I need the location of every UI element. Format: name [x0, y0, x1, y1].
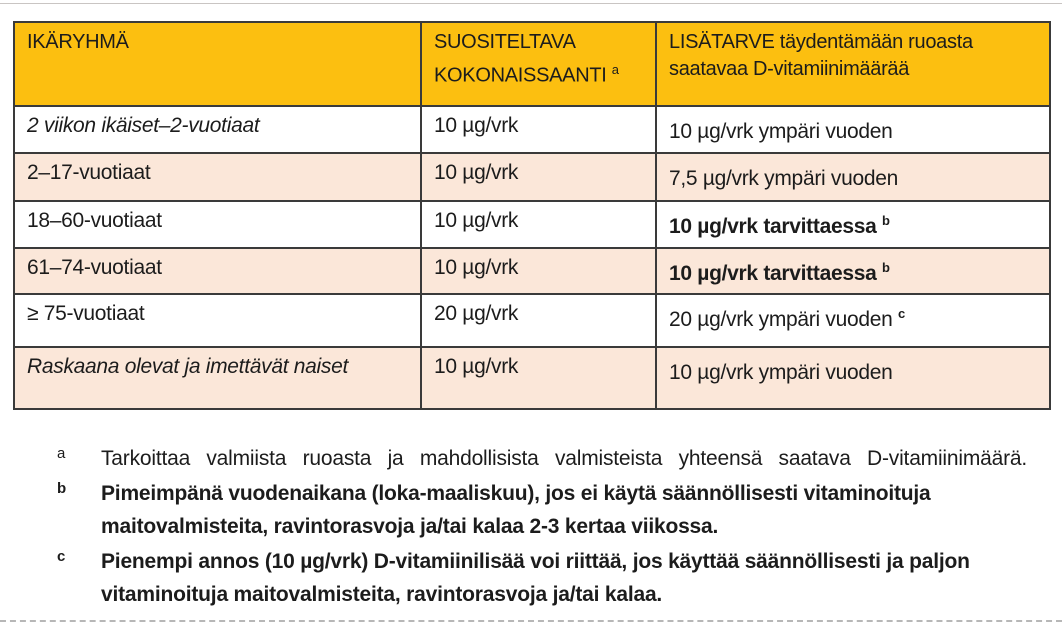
- cell-recommended-intake: 20 µg/vrk: [421, 294, 656, 347]
- cell-recommended-intake: 10 µg/vrk: [421, 153, 656, 201]
- header-recommended-intake-label: SUOSITELTAVA KOKONAISSAANTI: [434, 31, 612, 87]
- table-row: [14, 153, 1050, 201]
- footnote-c: [13, 545, 1027, 611]
- cell-age-group: 18–60-vuotiaat: [14, 201, 421, 248]
- cell-additional-need: [656, 201, 1050, 248]
- cell-recommended-intake: 10 µg/vrk: [421, 201, 656, 248]
- header-cell-age-group: [14, 22, 421, 106]
- cell-additional-need: [656, 106, 1050, 153]
- header-cell-recommended-intake: [421, 22, 656, 106]
- footnote-c-text: Pienempi annos (10 µg/vrk) D-vitamiinilisää voi riittää, jos käyttää säännöllisesti ja paljon vitaminoituja maitovalmisteita, ravintorasvoja ja/tai kalaa.: [101, 550, 970, 606]
- table-row: [14, 248, 1050, 294]
- footnote-b: [13, 477, 1027, 543]
- table-row: [14, 294, 1050, 347]
- cell-age-group: ≥ 75-vuotiaat: [14, 294, 421, 347]
- footnote-ref-c: c: [898, 306, 905, 321]
- top-edge-line: [0, 3, 1062, 4]
- additional-need-text: 10 µg/vrk tarvittaessa: [669, 262, 882, 285]
- additional-need-text: 7,5 µg/vrk ympäri vuoden: [669, 167, 899, 190]
- table-row: [14, 347, 1050, 409]
- footnote-a-marker: a: [57, 445, 66, 462]
- footnote-b-marker: b: [57, 480, 67, 497]
- header-additional-need-label: LISÄTARVE täydentämään ruoasta saatavaa D-vitamiinimäärää: [669, 31, 973, 80]
- footnote-ref-b: b: [882, 260, 890, 275]
- cell-age-group: 61–74-vuotiaat: [14, 248, 421, 294]
- footnote-b-text: Pimeimpänä vuodenaikana (loka-maaliskuu), jos ei käytä säännöllisesti vitaminoituja maitovalmisteita, ravintorasvoja ja/tai kalaa 2-3 kertaa viikossa.: [101, 482, 931, 538]
- table-header-row: [14, 22, 1050, 106]
- cell-additional-need: [656, 294, 1050, 347]
- footnote-ref-b: b: [882, 213, 890, 228]
- cell-recommended-intake: 10 µg/vrk: [421, 347, 656, 409]
- additional-need-text: 10 µg/vrk ympäri vuoden: [669, 361, 893, 384]
- cell-recommended-intake: 10 µg/vrk: [421, 106, 656, 153]
- additional-need-text: 20 µg/vrk ympäri vuoden: [669, 308, 899, 331]
- footnote-a-text: Tarkoittaa valmiista ruoasta ja mahdollisista valmisteista yhteensä saatava D-vitamiinimäärä.: [101, 447, 1027, 470]
- footnote-a: [13, 442, 1027, 475]
- header-age-group-label: IKÄRYHMÄ: [27, 31, 129, 53]
- cell-recommended-intake: 10 µg/vrk: [421, 248, 656, 294]
- additional-need-text: 10 µg/vrk ympäri vuoden: [669, 120, 893, 143]
- additional-need-text: 10 µg/vrk tarvittaessa: [669, 215, 882, 238]
- table-row: [14, 106, 1050, 153]
- table-row: [14, 201, 1050, 248]
- footnote-c-marker: c: [57, 548, 66, 565]
- header-cell-additional-need: [656, 22, 1050, 106]
- cell-age-group: 2–17-vuotiaat: [14, 153, 421, 201]
- cell-age-group: Raskaana olevat ja imettävät naiset: [14, 347, 421, 409]
- cell-additional-need: [656, 153, 1050, 201]
- bottom-edge-line: [0, 620, 1062, 622]
- vitamin-d-recommendation-table: [13, 21, 1051, 410]
- header-footnote-ref-a: a: [611, 62, 619, 77]
- cell-additional-need: [656, 347, 1050, 409]
- cell-age-group: 2 viikon ikäiset–2-vuotiaat: [14, 106, 421, 153]
- cell-additional-need: [656, 248, 1050, 294]
- footnotes-section: [13, 442, 1027, 613]
